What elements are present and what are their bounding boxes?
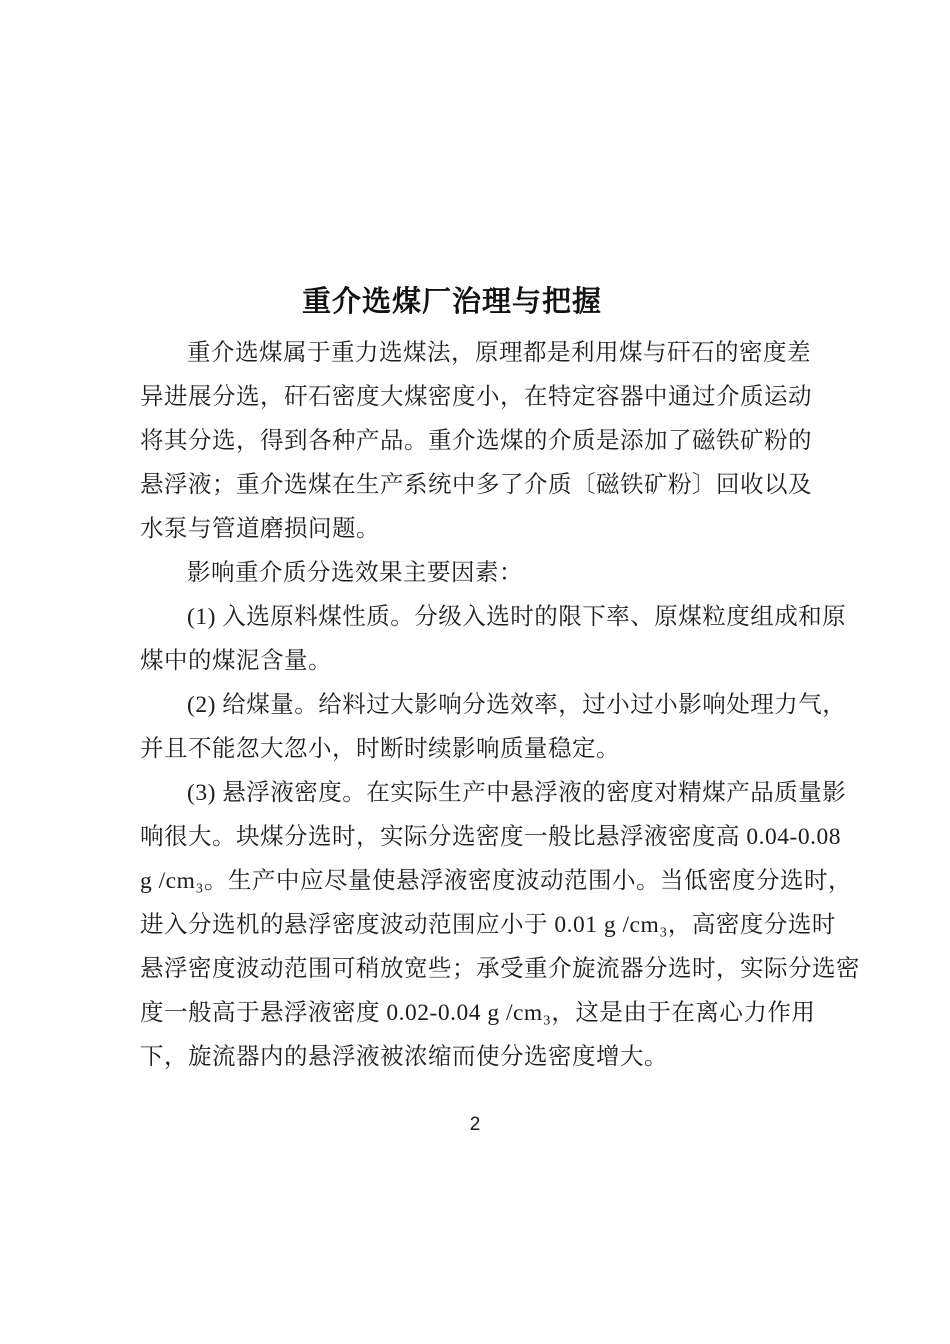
document-body <box>140 331 860 1079</box>
document-title: 重介选煤厂治理与把握 <box>301 286 602 318</box>
text-line: 度一般高于悬浮液密度 0.02-0.04 g /cm₃，这是由于在离心力作用 <box>140 1000 816 1026</box>
paragraph-factors-heading <box>140 551 840 595</box>
text-line: 并且不能忽大忽小，时断时续影响质量稳定。 <box>140 736 620 762</box>
page-number: 2 <box>469 1114 481 1135</box>
text-line: 重介选煤属于重力选煤法，原理都是利用煤与矸石的密度差 <box>187 340 811 366</box>
text-line: g /cm₃。生产中应尽量使悬浮液密度波动范围小。当低密度分选时， <box>140 868 853 894</box>
text-line: (3) 悬浮液密度。在实际生产中悬浮液的密度对精煤产品质量影 <box>187 780 847 806</box>
text-line: 响很大。块煤分选时，实际分选密度一般比悬浮液密度高 0.04-0.08 <box>140 824 841 850</box>
paragraph-factor-1 <box>140 595 847 683</box>
text-line: 进入分选机的悬浮密度波动范围应小于 0.01 g /cm₃，高密度分选时 <box>140 912 836 938</box>
text-line: (1) 入选原料煤性质。分级入选时的限下率、原煤粒度组成和原 <box>187 604 847 630</box>
text-line: 煤中的煤泥含量。 <box>140 648 332 674</box>
paragraph-factor-3 <box>140 771 860 1079</box>
text-line: 下，旋流器内的悬浮液被浓缩而使分选密度增大。 <box>140 1044 668 1070</box>
text-line: 悬浮密度波动范围可稍放宽些；承受重介旋流器分选时，实际分选密 <box>140 956 860 982</box>
text-line: 异进展分选，矸石密度大煤密度小，在特定容器中通过介质运动 <box>140 384 812 410</box>
paragraph-factor-2 <box>140 683 847 771</box>
text-line: 水泵与管道磨损问题。 <box>140 516 380 542</box>
text-line: 悬浮液；重介选煤在生产系统中多了介质〔磁铁矿粉〕回收以及 <box>140 472 812 498</box>
paragraph-intro <box>140 331 840 551</box>
text-line: 将其分选，得到各种产品。重介选煤的介质是添加了磁铁矿粉的 <box>140 428 812 454</box>
text-line: 影响重介质分选效果主要因素： <box>187 560 523 586</box>
text-line: (2) 给煤量。给料过大影响分选效率，过小过小影响处理力气， <box>187 692 847 718</box>
